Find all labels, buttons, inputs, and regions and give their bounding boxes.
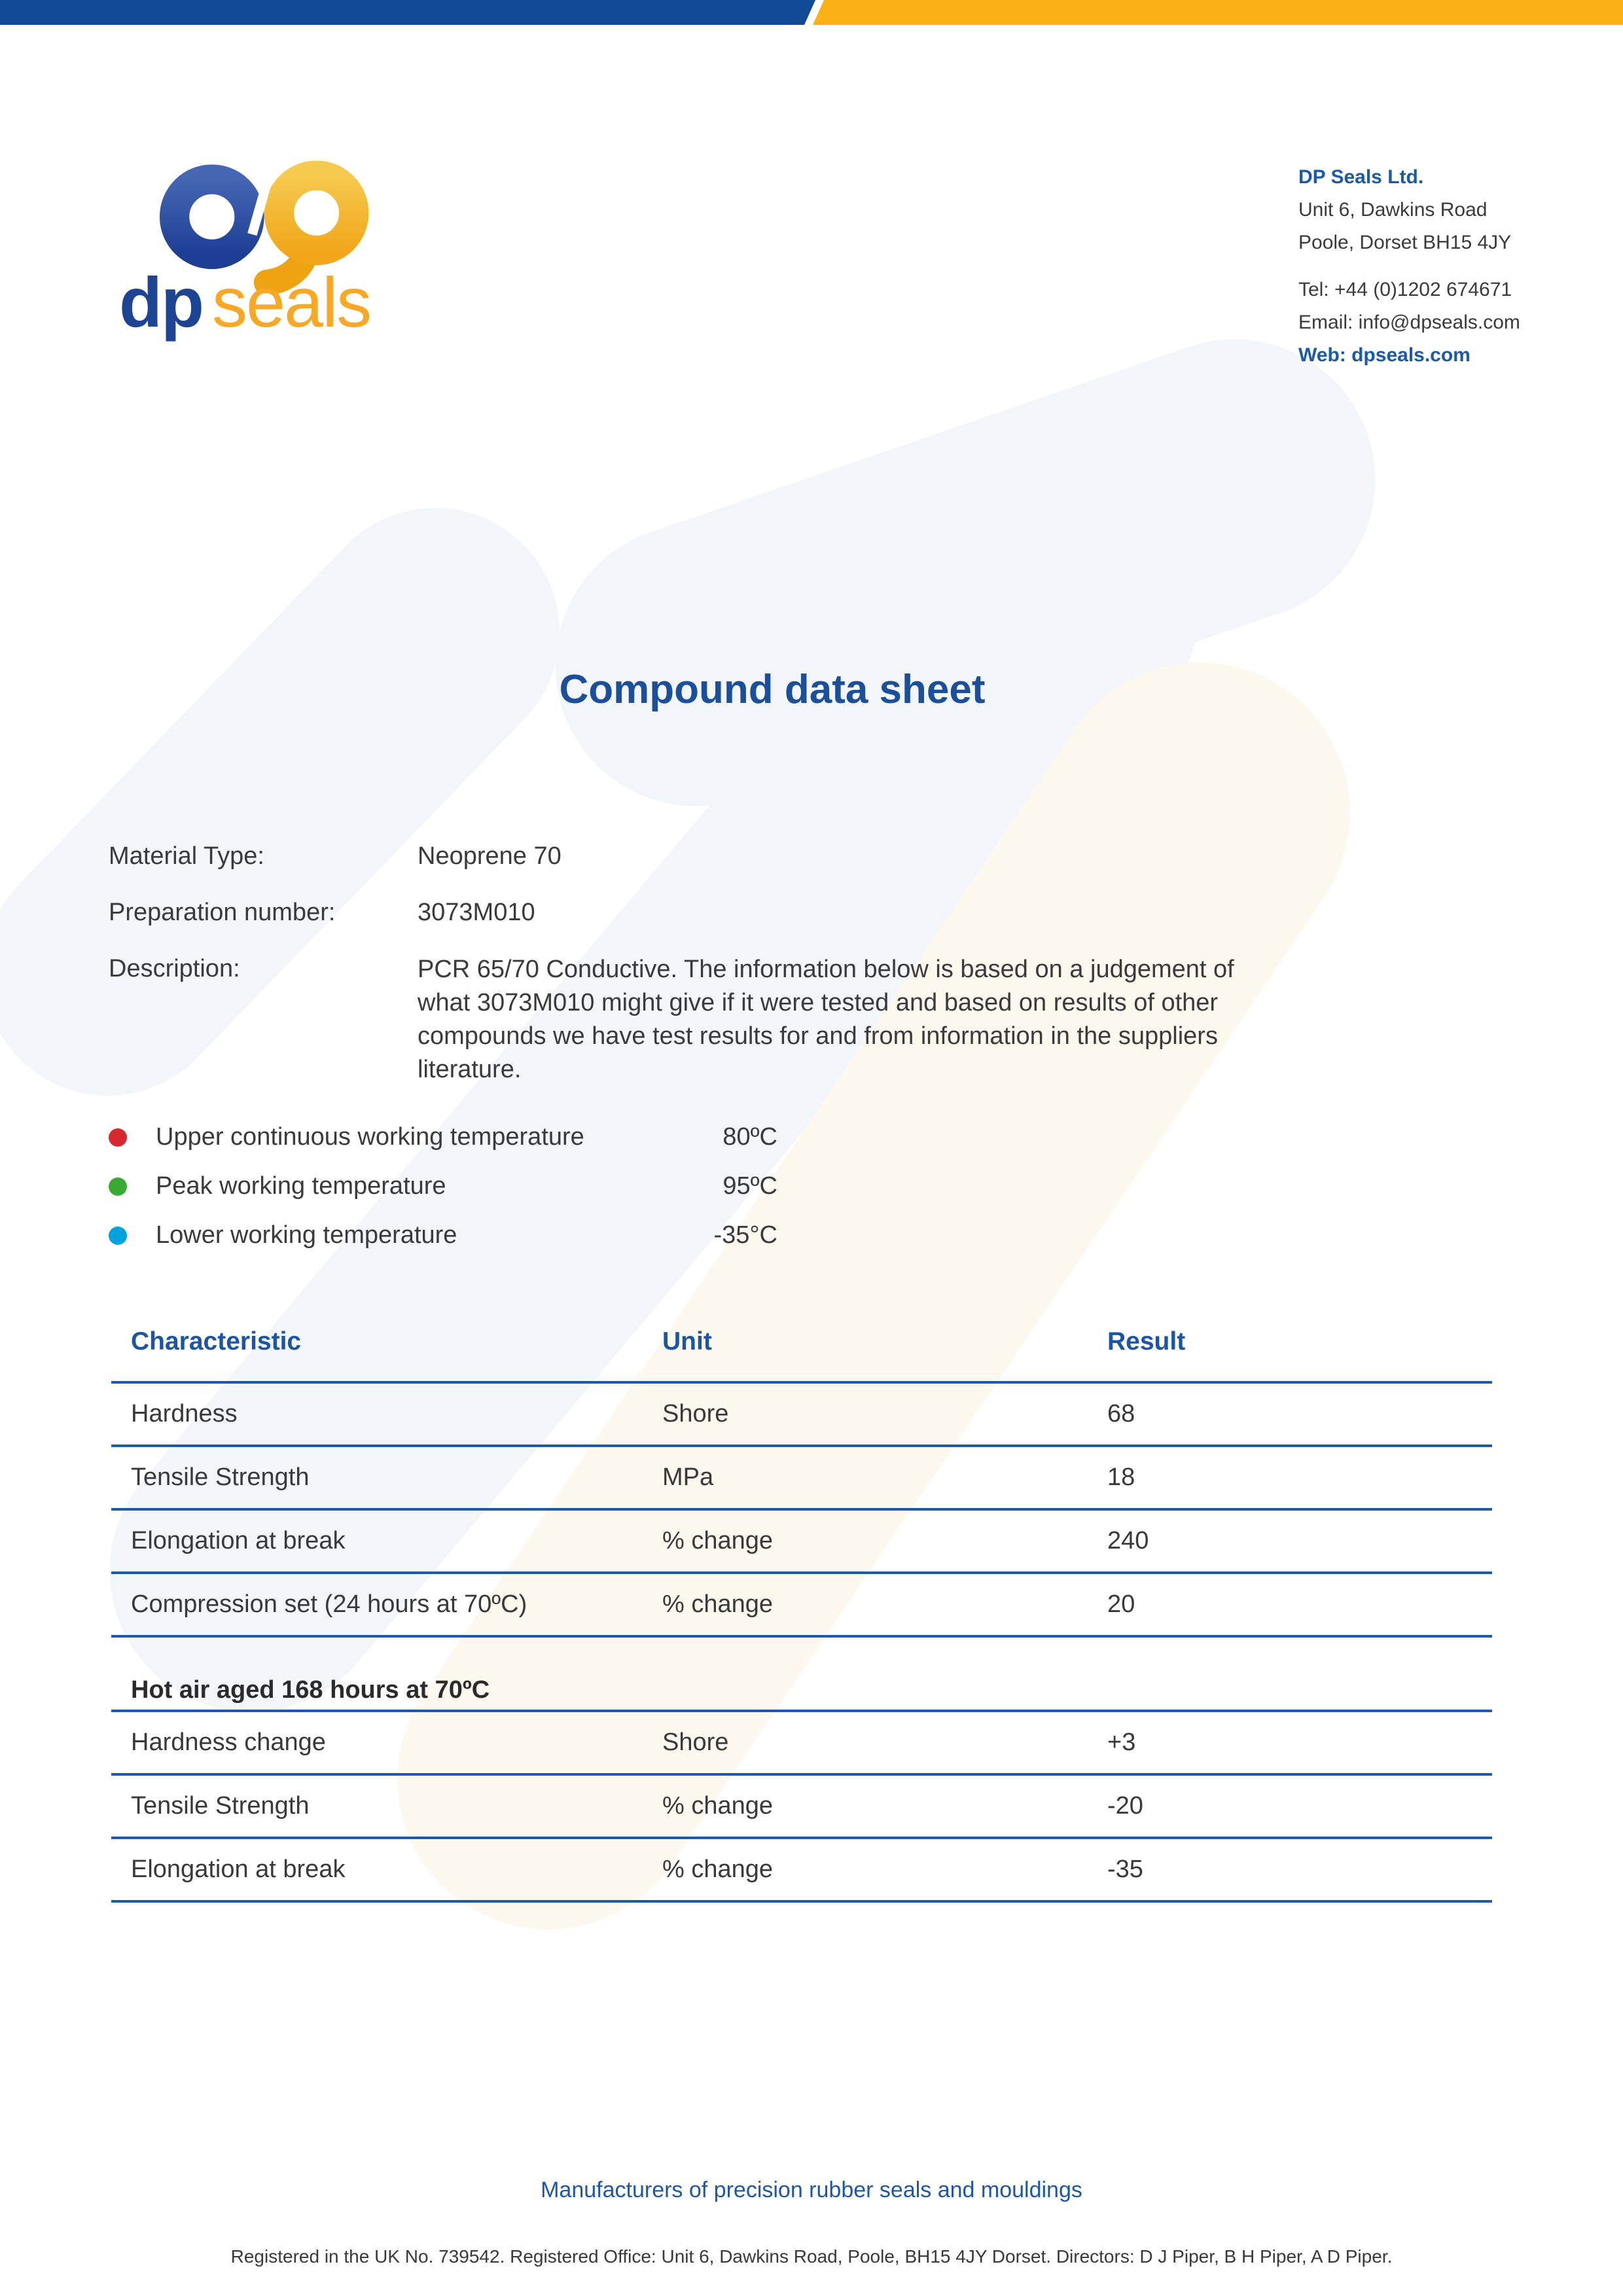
description-value: PCR 65/70 Conductive. The information below is based on a judgement of what 3073M010 might give if it were tested and based on results of other compounds we have test results for and from information in the suppliers literature. (418, 956, 1234, 1083)
page-title: Compound data sheet (559, 667, 986, 712)
description-label: Description: (109, 955, 240, 982)
temp-value: -35°C (713, 1221, 777, 1249)
dpseals-wordmark (119, 262, 371, 342)
cell-result: +3 (1107, 1729, 1136, 1756)
preparation-number-row (109, 897, 1372, 928)
table-row (111, 1384, 1492, 1447)
column-header-unit: Unit (662, 1327, 712, 1355)
cell-unit: MPa (662, 1463, 714, 1491)
temperature-list (109, 1113, 777, 1260)
table-header-row (111, 1302, 1492, 1384)
table-row (111, 1712, 1492, 1776)
company-name: DP Seals Ltd. (1298, 166, 1424, 188)
cell-characteristic: Elongation at break (131, 1527, 346, 1554)
cell-unit: % change (662, 1590, 774, 1618)
temp-label: Upper continuous working temperature (156, 1123, 584, 1151)
material-type-label: Material Type: (109, 842, 264, 870)
table-row (111, 1511, 1492, 1574)
red-bullet-icon (109, 1128, 127, 1147)
company-info (1298, 161, 1520, 372)
table-row (111, 1574, 1492, 1638)
temp-value: 80ºC (722, 1123, 777, 1151)
cell-characteristic: Hardness change (131, 1729, 326, 1756)
description-row (109, 953, 1372, 1086)
cell-result: 240 (1107, 1527, 1149, 1554)
table-row (111, 1839, 1492, 1903)
blue-bullet-icon (109, 1227, 127, 1245)
company-address-line1: Unit 6, Dawkins Road (1298, 199, 1488, 221)
temp-value: 95ºC (722, 1172, 777, 1200)
properties-table (111, 1302, 1492, 1903)
temp-label: Peak working temperature (156, 1172, 446, 1200)
company-email: Email: info@dpseals.com (1298, 312, 1520, 333)
list-item (109, 1113, 777, 1162)
temp-label: Lower working temperature (156, 1221, 457, 1249)
preparation-number-label: Preparation number: (109, 899, 336, 926)
column-header-result: Result (1107, 1327, 1186, 1355)
company-address-line2: Poole, Dorset BH15 4JY (1298, 232, 1512, 253)
cell-unit: % change (662, 1856, 774, 1883)
company-web: Web: dpseals.com (1298, 344, 1471, 366)
preparation-number-value: 3073M010 (418, 899, 535, 926)
cell-characteristic: Hardness (131, 1400, 238, 1427)
list-item (109, 1211, 777, 1260)
cell-characteristic: Tensile Strength (131, 1792, 310, 1820)
wordmark-dp: dp (119, 262, 203, 342)
column-header-characteristic: Characteristic (131, 1327, 302, 1355)
table-row (111, 1776, 1492, 1839)
footer-registered-text: Registered in the UK No. 739542. Registered Office: Unit 6, Dawkins Road, Poole, BH15 4JY Dorset. Directors: D J Piper, B H Piper, A D Piper. (230, 2246, 1393, 2267)
cell-unit: Shore (662, 1400, 729, 1427)
cell-result: -35 (1107, 1856, 1143, 1883)
cell-result: 18 (1107, 1463, 1135, 1491)
table-row (111, 1447, 1492, 1511)
cell-result: -20 (1107, 1792, 1143, 1820)
list-item (109, 1162, 777, 1211)
spacer (1298, 259, 1520, 274)
top-bar (0, 0, 1623, 25)
material-info (109, 840, 1372, 1111)
cell-result: 68 (1107, 1400, 1135, 1427)
material-type-row (109, 840, 1372, 872)
material-type-value: Neoprene 70 (418, 842, 562, 870)
cell-characteristic: Elongation at break (131, 1856, 346, 1883)
green-bullet-icon (109, 1177, 127, 1196)
cell-unit: % change (662, 1792, 774, 1820)
cell-unit: % change (662, 1527, 774, 1554)
table-section-heading: Hot air aged 168 hours at 70ºC (111, 1638, 1492, 1712)
wordmark-seals: seals (211, 262, 371, 342)
cell-unit: Shore (662, 1729, 729, 1756)
cell-characteristic: Compression set (24 hours at 70ºC) (131, 1590, 527, 1618)
company-tel: Tel: +44 (0)1202 674671 (1298, 279, 1512, 300)
cell-characteristic: Tensile Strength (131, 1463, 310, 1491)
cell-result: 20 (1107, 1590, 1135, 1618)
footer-tagline: Manufacturers of precision rubber seals and mouldings (541, 2178, 1082, 2202)
